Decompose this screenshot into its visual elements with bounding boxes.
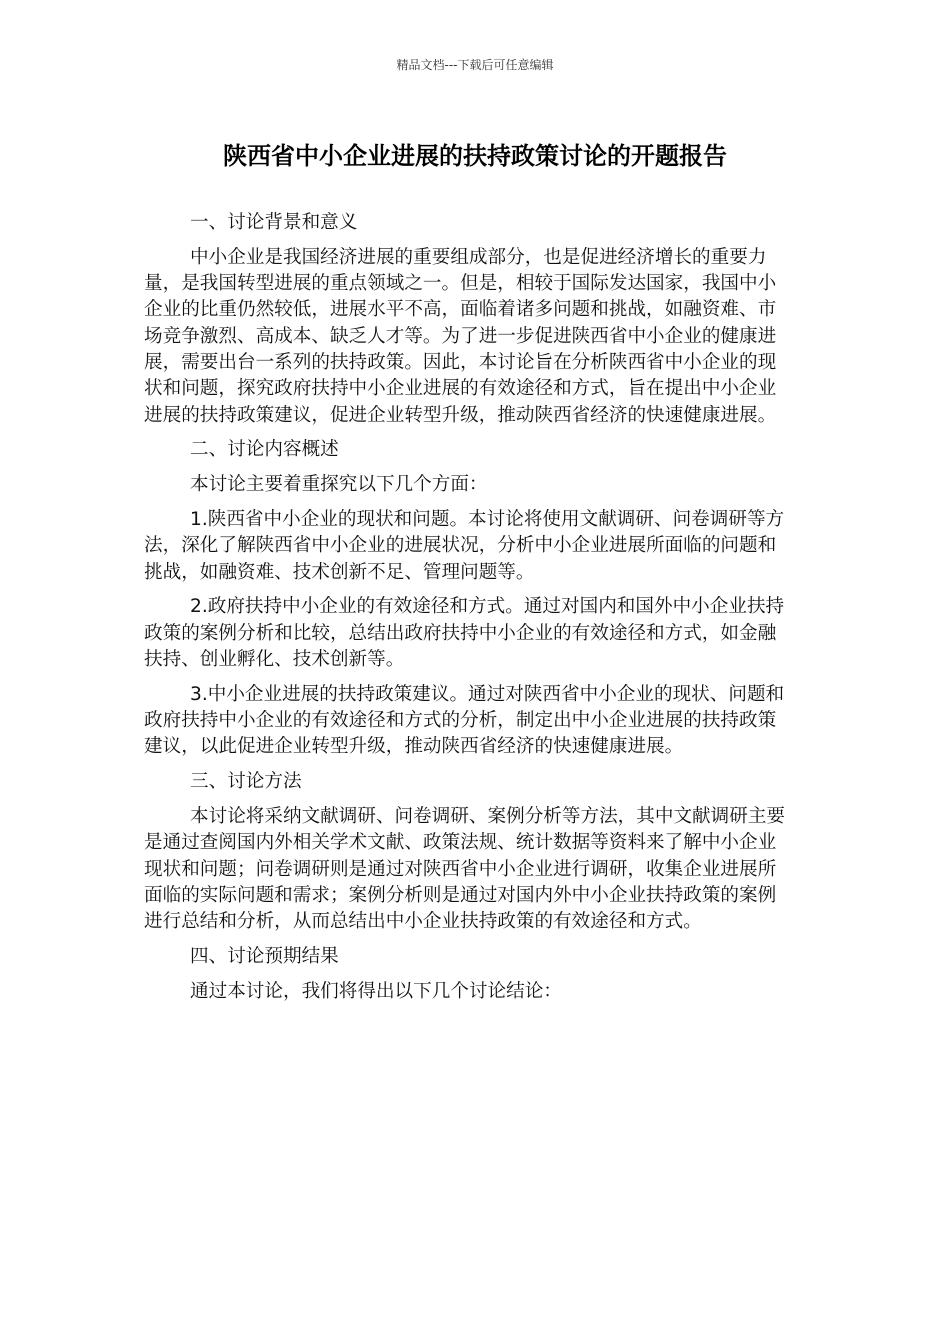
section-heading-method: 三、讨论方法 [190,771,302,793]
paragraph-results-intro: 通过本讨论，我们将得出以下几个讨论结论： [190,980,562,1002]
list-item-content-1: 1.陕西省中小企业的现状和问题。本讨论将使用文献调研、问卷调研等方法，深化了解陕西省中小企业的进展状况，分析中小企业进展所面临的问题和挑战，如融资难、技术创新不足、管理问题等。 [144,508,785,583]
document-body [144,210,794,1014]
paragraph-method: 本讨论将采纳文献调研、问卷调研、案例分析等方法，其中文献调研主要是通过查阅国内外相关学术文献、政策法规、统计数据等资料来了解中小企业现状和问题；问卷调研则是通过对陕西省中小企业进行调研，收集企业进展所面临的实际问题和需求；案例分析则是通过对国内外中小企业扶持政策的案例进行总结和分析，从而总结出中小企业扶持政策的有效途径和方式。 [144,805,786,933]
list-item-content-3: 3.中小企业进展的扶持政策建议。通过对陕西省中小企业的现状、问题和政府扶持中小企业的有效途径和方式的分析，制定出中小企业进展的扶持政策建议，以此促进企业转型升级，推动陕西省经济的快速健康进展。 [144,683,785,758]
document-title: 陕西省中小企业进展的扶持政策讨论的开题报告 [223,142,727,170]
header-note: 精品文档---下载后可任意编辑 [396,58,554,72]
section-heading-results: 四、讨论预期结果 [190,945,339,967]
section-heading-background: 一、讨论背景和意义 [190,212,358,233]
paragraph-content-intro: 本讨论主要着重探究以下几个方面： [190,474,488,496]
paragraph-background: 中小企业是我国经济进展的重要组成部分，也是促进经济增长的重要力量，是我国转型进展的重点领域之一。但是，相较于国际发达国家，我国中小企业的比重仍然较低，进展水平不高，面临着诸多问题和挑战，如融资难、市场竞争激烈、高成本、缺乏人才等。为了进一步促进陕西省中小企业的健康进展，需要出台一系列的扶持政策。因此，本讨论旨在分析陕西省中小企业的现状和问题，探究政府扶持中小企业进展的有效途径和方式，旨在提出中小企业进展的扶持政策建议，促进企业转型升级，推动陕西省经济的快速健康进展。 [144,246,777,426]
list-item-content-2: 2.政府扶持中小企业的有效途径和方式。通过对国内和国外中小企业扶持政策的案例分析和比较，总结出政府扶持中小企业的有效途径和方式，如金融扶持、创业孵化、技术创新等。 [144,596,785,670]
section-heading-content: 二、讨论内容概述 [190,439,339,461]
